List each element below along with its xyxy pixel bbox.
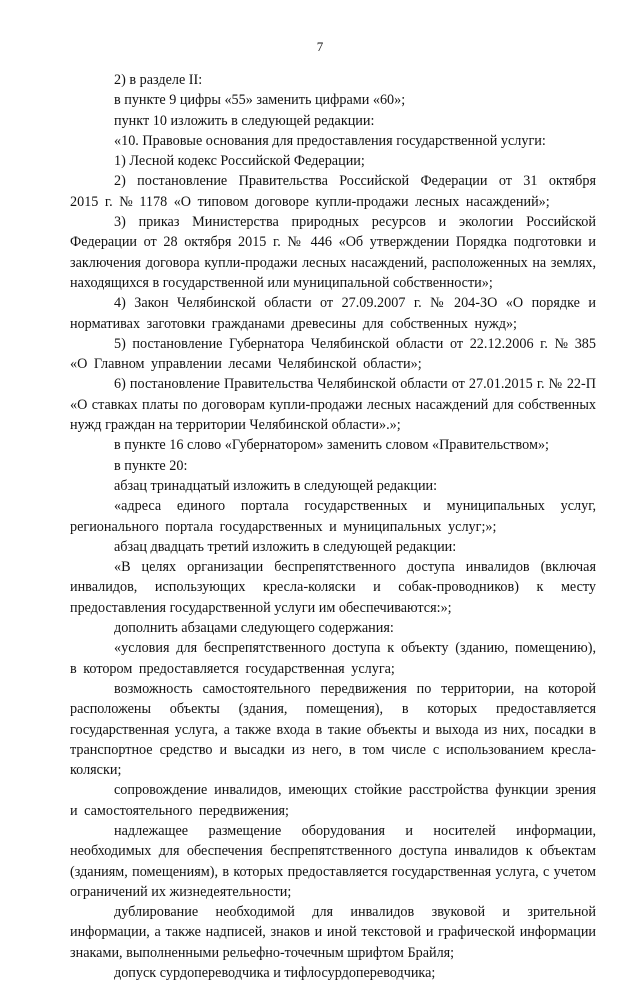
paragraph: «10. Правовые основания для предоставления государственной услуги: [114, 132, 546, 149]
paragraph: 4) Закон Челябинской области от 27.09.2007 г. № 204-ЗО «О порядке и нормативах заготовки гражданами древесины для собственных нужд»; [70, 295, 596, 332]
paragraph: 5) постановление Губернатора Челябинской области от 22.12.2006 г. № 385 «О Главном управлении лесами Челябинской области»; [70, 335, 596, 373]
paragraph: 3) приказ Министерства природных ресурсов и экологии Российской Федерации от 28 октября 2015 г. № 446 «Об утверждении Порядка подготовки и заключения договора купли-продажи лесных насаждений, расположенных на землях, находящихся в государственной или муниципальной собственности»; [70, 214, 596, 291]
paragraph: в пункте 16 слово «Губернатором» заменить словом «Правительством»; [114, 437, 549, 454]
paragraph: 2) постановление Правительства Российской Федерации от 31 октября 2015 г. № 1178 «О типовом договоре купли-продажи лесных насаждений»; [70, 173, 596, 210]
page-number: 7 [316, 39, 324, 54]
paragraph: возможность самостоятельного передвижения по территории, на которой расположены объекты (здания, помещения), в которых предоставляется государственная услуга, а также входа в такие объекты и выхода из них, посадки в транспортное средство и высадки из него, в том числе с использованием кресла-коляски; [70, 680, 596, 779]
paragraph: «В целях организации беспрепятственного доступа инвалидов (включая инвалидов, использующих кресла-коляски и собак-проводников) к месту предоставления государственной услуги им обеспечиваются:»; [70, 559, 596, 616]
paragraph: абзац двадцать третий изложить в следующей редакции: [114, 538, 457, 555]
paragraph: в пункте 9 цифры «55» заменить цифрами «60»; [114, 92, 406, 109]
paragraph: пункт 10 изложить в следующей редакции: [114, 112, 375, 129]
document-body [70, 70, 596, 983]
paragraph: надлежащее размещение оборудования и носителей информации, необходимых для обеспечения беспрепятственного доступа инвалидов к объектам (зданиям, помещениям), в которых предоставляется государственная услуга, с учетом ограничений их жизнедеятельности; [70, 822, 596, 900]
paragraph: 2) в разделе II: [114, 72, 203, 88]
paragraph: «адреса единого портала государственных и муниципальных услуг, регионального портала государственных и муниципальных услуг;»; [70, 498, 596, 535]
paragraph: сопровождение инвалидов, имеющих стойкие расстройства функции зрения и самостоятельного передвижения; [70, 782, 596, 819]
paragraph: в пункте 20: [114, 457, 188, 474]
paragraph: 6) постановление Правительства Челябинской области от 27.01.2015 г. № 22-П «О ставках платы по договорам купли-продажи лесных насаждений для собственных нужд граждан на территории Челябинской области».»; [70, 376, 596, 434]
paragraph: 1) Лесной кодекс Российской Федерации; [114, 153, 365, 170]
paragraph: «условия для беспрепятственного доступа к объекту (зданию, помещению), в котором предоставляется государственная услуга; [70, 640, 596, 677]
paragraph: допуск сурдопереводчика и тифлосурдопереводчика; [114, 965, 436, 982]
paragraph: дублирование необходимой для инвалидов звуковой и зрительной информации, а также надписей, знаков и иной текстовой и графической информации знаками, выполненными рельефно-точечным шрифтом Брайля; [70, 904, 596, 961]
paragraph: абзац тринадцатый изложить в следующей редакции: [114, 477, 438, 494]
paragraph: дополнить абзацами следующего содержания: [114, 620, 394, 637]
